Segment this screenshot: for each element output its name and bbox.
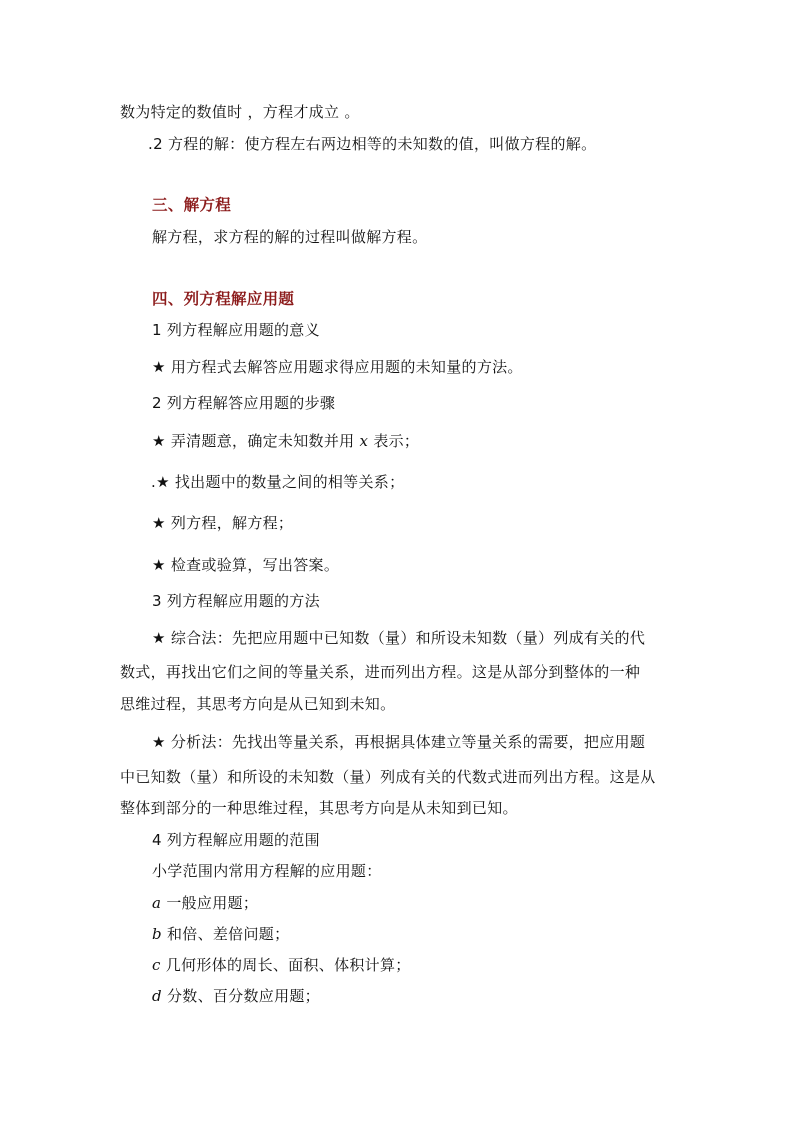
- text-line: [152, 955, 411, 975]
- text-line: 1 列方程解应用题的意义: [152, 321, 320, 339]
- text-line: 中已知数（量）和所设的未知数（量）列成有关的代数式进而列出方程。这是从: [120, 768, 656, 786]
- text-segment: 一般应用题；: [161, 894, 259, 912]
- text-line: ★ 综合法：先把应用题中已知数（量）和所设未知数（量）列成有关的代: [152, 629, 646, 647]
- text-line: 解方程，求方程的解的过程叫做解方程。: [152, 228, 428, 246]
- text-line: 思维过程，其思考方向是从已知到未知。: [120, 695, 396, 713]
- text-segment: 表示；: [368, 432, 420, 450]
- text-segment: ★ 弄清题意，确定未知数并用: [152, 432, 360, 450]
- text-line: [152, 924, 289, 944]
- list-letter: a: [152, 894, 162, 912]
- text-line: ★ 分析法：先找出等量关系，再根据具体建立等量关系的需要，把应用题: [152, 733, 646, 751]
- text-segment: 和倍、差倍问题；: [161, 925, 290, 943]
- text-line: ★ 检查或验算，写出答案。: [152, 556, 340, 574]
- text-line: ★ 列方程，解方程；: [152, 514, 294, 532]
- text-segment: 几何形体的周长、面积、体积计算；: [160, 956, 411, 974]
- list-letter: c: [152, 956, 161, 974]
- list-letter: d: [152, 987, 162, 1005]
- text-line: 2 列方程解答应用题的步骤: [152, 394, 336, 412]
- section-heading: 三、解方程: [152, 196, 232, 214]
- text-line: 整体到部分的一种思维过程，其思考方向是从未知到已知。: [120, 799, 518, 817]
- text-line: [152, 986, 320, 1006]
- text-line: [152, 431, 419, 451]
- text-line: .2 方程的解：使方程左右两边相等的未知数的值，叫做方程的解。: [148, 135, 597, 153]
- variable-x: x: [359, 432, 369, 450]
- text-line: 3 列方程解应用题的方法: [152, 592, 320, 610]
- text-line: 数式，再找出它们之间的等量关系，进而列出方程。这是从部分到整体的一种: [120, 663, 641, 681]
- list-letter: b: [152, 925, 162, 943]
- text-line: 4 列方程解应用题的范围: [152, 831, 320, 849]
- text-segment: 分数、百分数应用题；: [161, 987, 320, 1005]
- text-line: 小学范围内常用方程解的应用题：: [152, 862, 382, 880]
- text-line: ★ 用方程式去解答应用题求得应用题的未知量的方法。: [152, 358, 523, 376]
- text-line: [152, 893, 258, 913]
- text-line: .★ 找出题中的数量之间的相等关系；: [151, 473, 405, 491]
- text-line: 数为特定的数值时 ，方程才成立 。: [120, 103, 360, 121]
- section-heading: 四、列方程解应用题: [152, 290, 295, 308]
